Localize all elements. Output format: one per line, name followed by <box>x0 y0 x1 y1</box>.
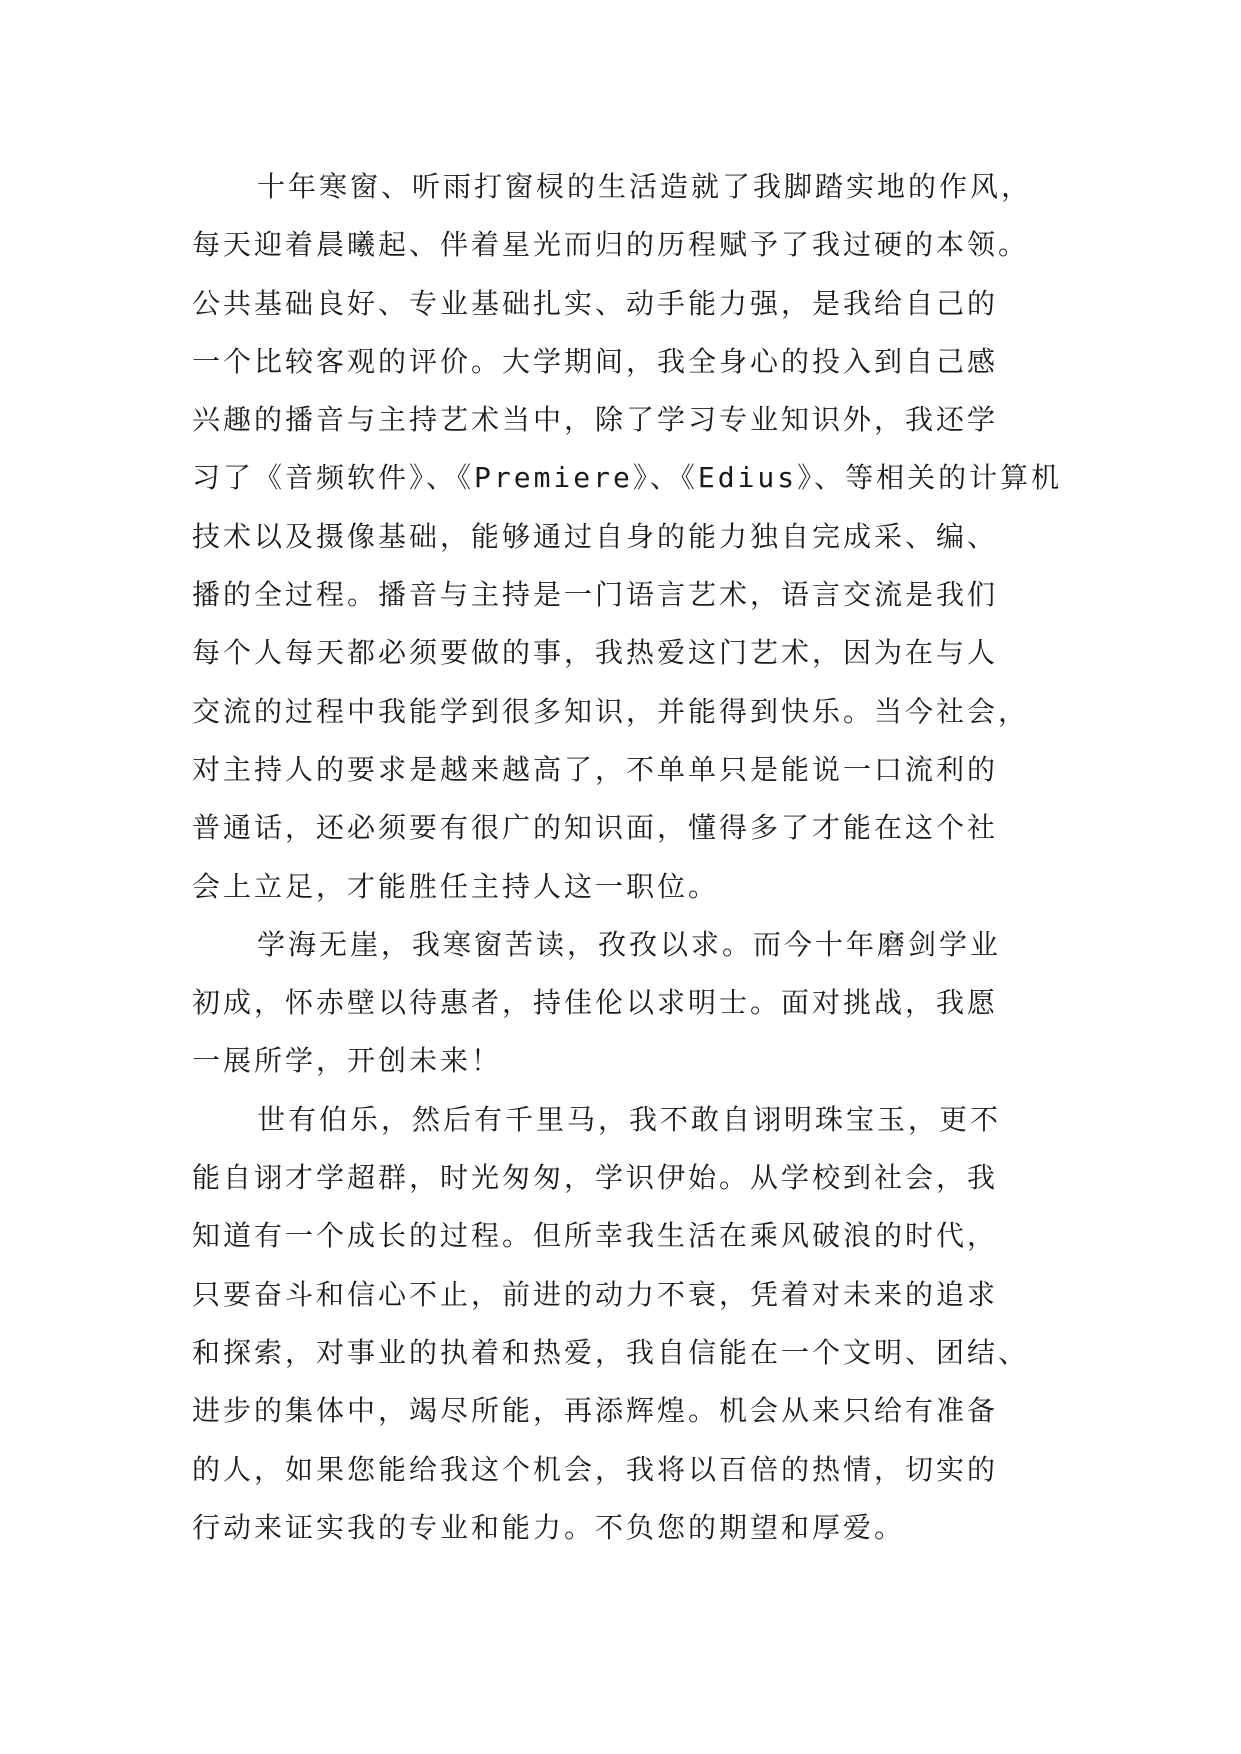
text-line: 十年寒窗、听雨打窗棂的生活造就了我脚踏实地的作风， <box>257 170 1033 203</box>
text-line: 一展所学，开创未来！ <box>192 1044 503 1078</box>
text-line: 对主持人的要求是越来越高了，不单单只是能说一口流利的 <box>192 752 999 786</box>
text-line: 技术以及摄像基础，能够通过自身的能力独自完成采、编、 <box>192 519 999 553</box>
text-line: 学海无崖，我寒窗苦读，孜孜以求。而今十年磨剑学业 <box>257 927 1002 961</box>
text-line: 知道有一个成长的过程。但所幸我生活在乘风破浪的时代， <box>192 1219 999 1253</box>
text-line: 普通话，还必须要有很广的知识面，懂得多了才能在这个社 <box>192 811 999 845</box>
text-line: 的人，如果您能给我这个机会，我将以百倍的热情，切实的 <box>192 1452 999 1486</box>
text-line: 能自诩才学超群，时光匆匆，学识伊始。从学校到社会，我 <box>192 1161 999 1195</box>
text-line: 每个人每天都必须要做的事，我热爱这门艺术，因为在与人 <box>192 636 999 670</box>
text-line: 初成，怀赤壁以待惠者，持佳伦以求明士。面对挑战，我愿 <box>192 986 999 1020</box>
text-line: 公共基础良好、专业基础扎实、动手能力强，是我给自己的 <box>192 286 999 320</box>
text-line: 会上立足，才能胜任主持人这一职位。 <box>192 869 720 903</box>
text-line: 交流的过程中我能学到很多知识，并能得到快乐。当今社会， <box>192 694 1030 728</box>
text-line: 只要奋斗和信心不止，前进的动力不衰，凭着对未来的追求 <box>192 1277 999 1311</box>
document-body <box>192 158 1092 1557</box>
text-line: 播的全过程。播音与主持是一门语言艺术，语言交流是我们 <box>192 578 999 612</box>
text-line: 习了《音频软件》、《Premiere》、《Edius》、等相关的计算机 <box>192 461 1063 495</box>
text-line: 兴趣的播音与主持艺术当中，除了学习专业知识外，我还学 <box>192 403 999 437</box>
text-line: 每天迎着晨曦起、伴着星光而归的历程赋予了我过硬的本领。 <box>192 228 1030 262</box>
text-line: 世有伯乐，然后有千里马，我不敢自诩明珠宝玉，更不 <box>257 1102 1002 1136</box>
text-line: 一个比较客观的评价。大学期间，我全身心的投入到自己感 <box>192 344 999 378</box>
text-line: 和探索，对事业的执着和热爱，我自信能在一个文明、团结、 <box>192 1335 1030 1369</box>
text-line: 进步的集体中，竭尽所能，再添辉煌。机会从来只给有准备 <box>192 1394 999 1428</box>
text-line: 行动来证实我的专业和能力。不负您的期望和厚爱。 <box>192 1510 906 1544</box>
